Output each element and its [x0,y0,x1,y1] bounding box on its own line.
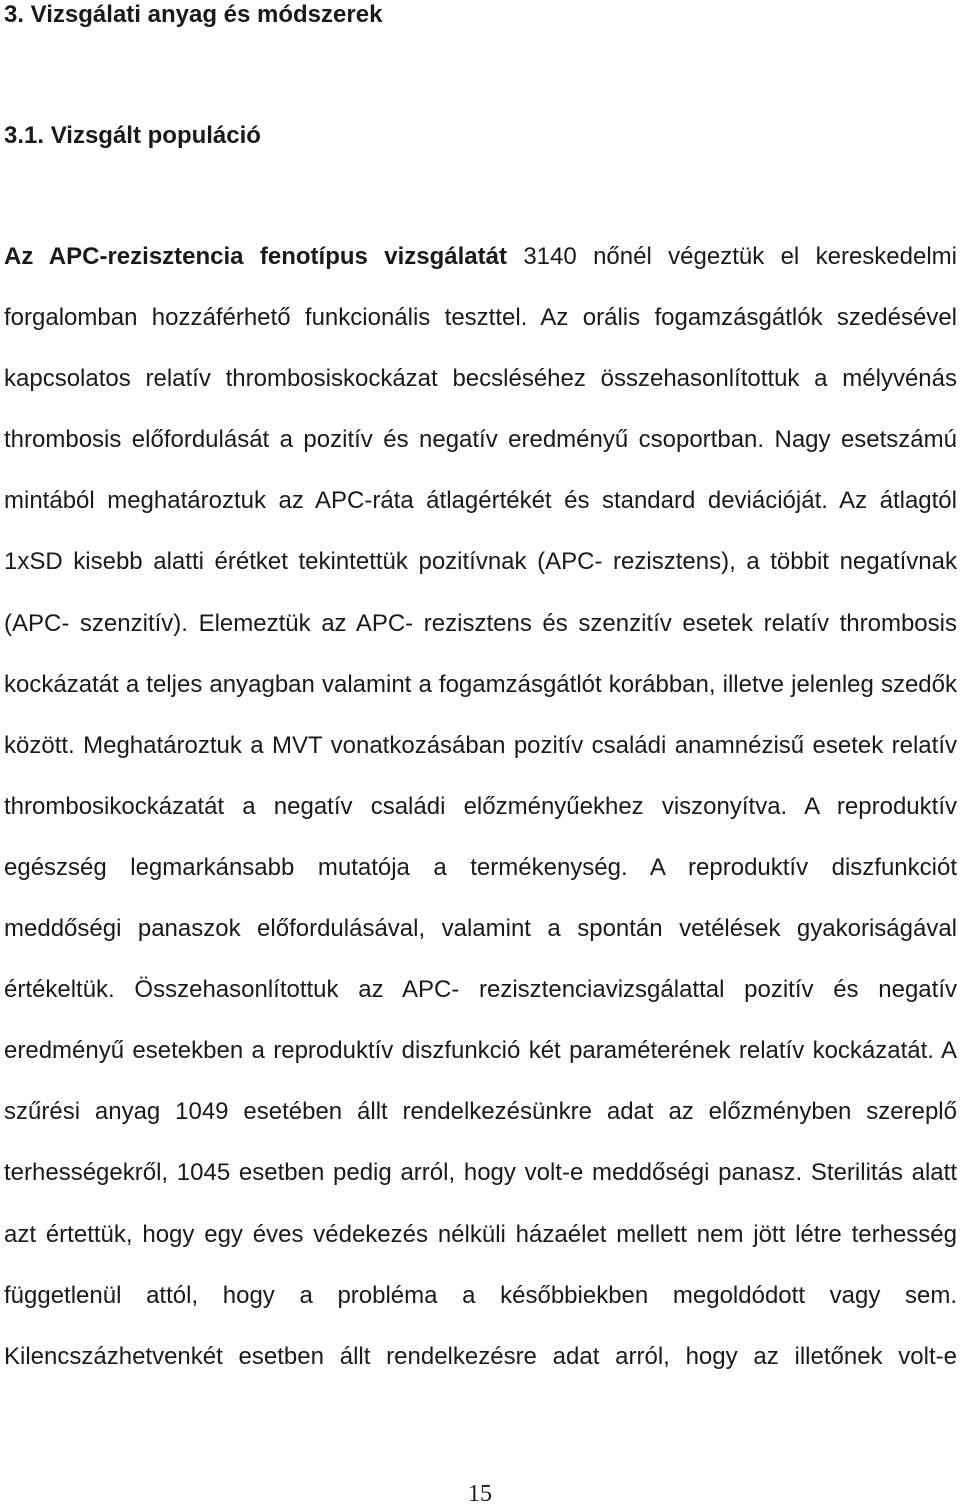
line-text: 3140 nőnél végeztük el kereskedelmi [506,243,957,270]
paragraph-line: Kilencszázhetvenkét esetben állt rendelkezésre adat arról, hogy az illetőnek volt-e [4,1342,957,1370]
paragraph-line: terhességekről, 1045 esetben pedig arról, hogy volt-e meddőségi panasz. Sterilitás alatt [4,1159,957,1187]
page-number: 15 [468,1481,492,1507]
paragraph-line: függetlenül attól, hogy a probléma a későbbiekben megoldódott vagy sem. [4,1281,957,1309]
paragraph-line: thrombosikockázatát a negatív családi előzményűekhez viszonyítva. A reproduktív [4,792,957,820]
paragraph-line [4,240,957,301]
subsection-heading: 3.1. Vizsgált populáció [4,122,261,149]
paragraph-line: eredményű esetekben a reproduktív diszfunkció két paraméterének relatív kockázatát. A [4,1037,957,1065]
paragraph-line: meddőségi panaszok előfordulásával, valamint a spontán vetélések gyakoriságával [4,915,957,943]
paragraph-line: azt értettük, hogy egy éves védekezés nélküli házaélet mellett nem jött létre terhesség [4,1220,957,1248]
paragraph-line: mintából meghatároztuk az APC-ráta átlagértékét és standard deviációját. Az átlagtól [4,487,957,515]
bold-phrase: Az APC-rezisztencia fenotípus vizsgálatát [4,243,507,270]
paragraph-line: értékeltük. Összehasonlítottuk az APC- rezisztenciavizsgálattal pozitív és negatív [4,976,957,1004]
paragraph-line: 1xSD kisebb alatti érétket tekintettük pozitívnak (APC- rezisztens), a többit negatívnak [4,548,957,576]
paragraph-line: szűrési anyag 1049 esetében állt rendelkezésünkre adat az előzményben szereplő [4,1098,957,1126]
section-heading: 3. Vizsgálati anyag és módszerek [4,1,383,28]
paragraph-line: thrombosis előfordulását a pozitív és negatív eredményű csoportban. Nagy esetszámú [4,426,957,454]
paragraph-line: kockázatát a teljes anyagban valamint a fogamzásgátlót korábban, illetve jelenleg szedők [4,670,957,698]
paragraph-line: (APC- szenzitív). Elemeztük az APC- rezisztens és szenzitív esetek relatív thrombosis [4,609,957,637]
paragraph-line: kapcsolatos relatív thrombosiskockázat becsléséhez összehasonlítottuk a mélyvénás [4,365,957,393]
paragraph-line: egészség legmarkánsabb mutatója a termékenység. A reproduktív diszfunkciót [4,853,957,881]
paragraph-line: forgalomban hozzáférhető funkcionális teszttel. Az orális fogamzásgátlók szedésével [4,304,957,332]
body-paragraph [4,240,957,1401]
paragraph-line: között. Meghatároztuk a MVT vonatkozásában pozitív családi anamnézisű esetek relatív [4,731,957,759]
